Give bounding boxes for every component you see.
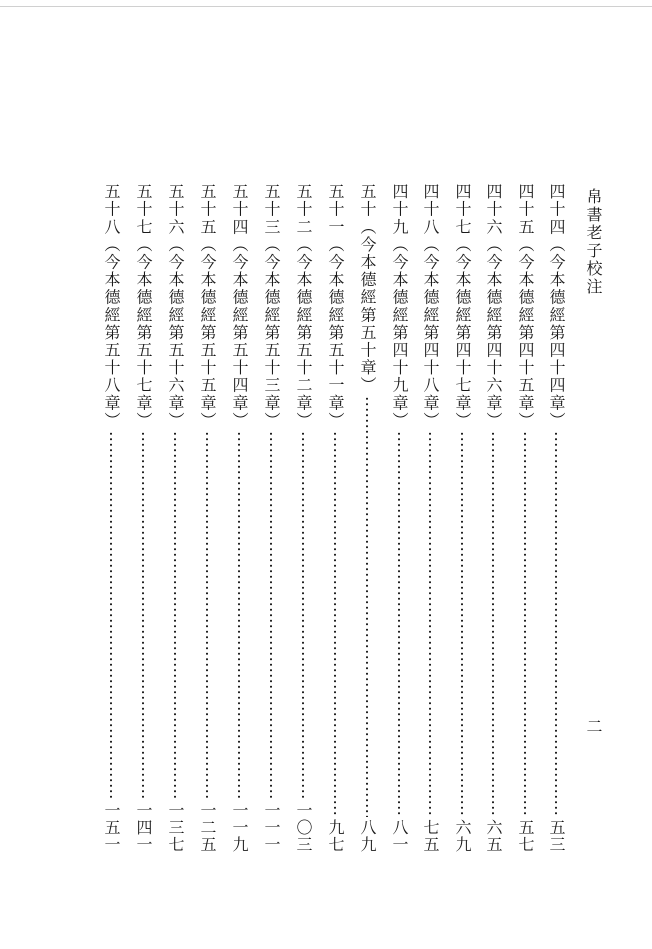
running-head-title: 帛書老子校注 <box>584 188 603 296</box>
toc-entry-page: 一五一 <box>102 802 121 853</box>
toc-entry[interactable] <box>164 183 186 853</box>
toc-entry[interactable] <box>356 183 378 853</box>
toc-entry-title: 五十三（今本德經第五十三章） <box>262 183 281 430</box>
toc-entry-title: 五十七（今本德經第五十七章） <box>134 183 153 430</box>
toc-entry-title: 五十四（今本德經第五十四章） <box>230 183 249 430</box>
leader-dots <box>555 431 557 817</box>
toc-entry[interactable] <box>545 183 567 853</box>
toc-entry-page: 五三 <box>547 819 566 853</box>
toc-entry[interactable] <box>514 183 536 853</box>
toc-entry[interactable] <box>260 183 282 853</box>
toc-entry[interactable] <box>482 183 504 853</box>
leader-dots <box>524 431 526 817</box>
toc-entry-title: 四十八（今本德經第四十八章） <box>421 183 440 430</box>
toc-entry-page: 五七 <box>516 819 535 853</box>
toc-entry-title: 五十二（今本德經第五十二章） <box>294 183 313 430</box>
leader-dots <box>174 431 176 800</box>
toc-entry-page: 九七 <box>326 819 345 853</box>
toc-entry-title: 五十五（今本德經第五十五章） <box>198 183 217 430</box>
leader-dots <box>238 431 240 800</box>
leader-dots <box>270 431 272 800</box>
toc-entry-title: 五十（今本德經第五十章） <box>358 183 377 395</box>
toc-entry[interactable] <box>292 183 314 853</box>
leader-dots <box>142 431 144 800</box>
toc-entry-title: 五十八（今本德經第五十八章） <box>102 183 121 430</box>
toc-entry[interactable] <box>132 183 154 853</box>
toc-entry[interactable] <box>388 183 410 853</box>
leader-dots <box>461 431 463 817</box>
toc-entry[interactable] <box>451 183 473 853</box>
toc-entry-title: 五十六（今本德經第五十六章） <box>166 183 185 430</box>
toc-entry[interactable] <box>228 183 250 853</box>
folio-number: 二 <box>584 718 603 734</box>
leader-dots <box>429 431 431 817</box>
toc-entry-page: 一一一 <box>262 802 281 853</box>
leader-dots <box>334 431 336 817</box>
leader-dots <box>206 431 208 800</box>
toc-entry-title: 四十九（今本德經第四十九章） <box>390 183 409 430</box>
toc-entry-page: 一〇三 <box>294 802 313 853</box>
toc-entry-page: 一三七 <box>166 802 185 853</box>
toc-entry-title: 四十五（今本德經第四十五章） <box>516 183 535 430</box>
toc-entry-page: 八九 <box>358 819 377 853</box>
toc-entry[interactable] <box>196 183 218 853</box>
toc-entry-title: 四十七（今本德經第四十七章） <box>453 183 472 430</box>
leader-dots <box>492 431 494 817</box>
toc-entry-page: 一二五 <box>198 802 217 853</box>
toc-entry-page: 一四一 <box>134 802 153 853</box>
toc-entry-page: 六五 <box>484 819 503 853</box>
toc-entry[interactable] <box>100 183 122 853</box>
leader-dots <box>398 431 400 817</box>
toc-entry-page: 六九 <box>453 819 472 853</box>
toc-entry-title: 四十六（今本德經第四十六章） <box>484 183 503 430</box>
toc-entry[interactable] <box>324 183 346 853</box>
toc-entry-page: 八一 <box>390 819 409 853</box>
leader-dots <box>366 396 368 817</box>
leader-dots <box>302 431 304 800</box>
page-edge-line <box>0 6 652 7</box>
toc-entry-page: 一一九 <box>230 802 249 853</box>
leader-dots <box>110 431 112 800</box>
toc-entry-title: 四十四（今本德經第四十四章） <box>547 183 566 430</box>
toc-entry-title: 五十一（今本德經第五十一章） <box>326 183 345 430</box>
toc-entry[interactable] <box>419 183 441 853</box>
toc-entry-page: 七五 <box>421 819 440 853</box>
